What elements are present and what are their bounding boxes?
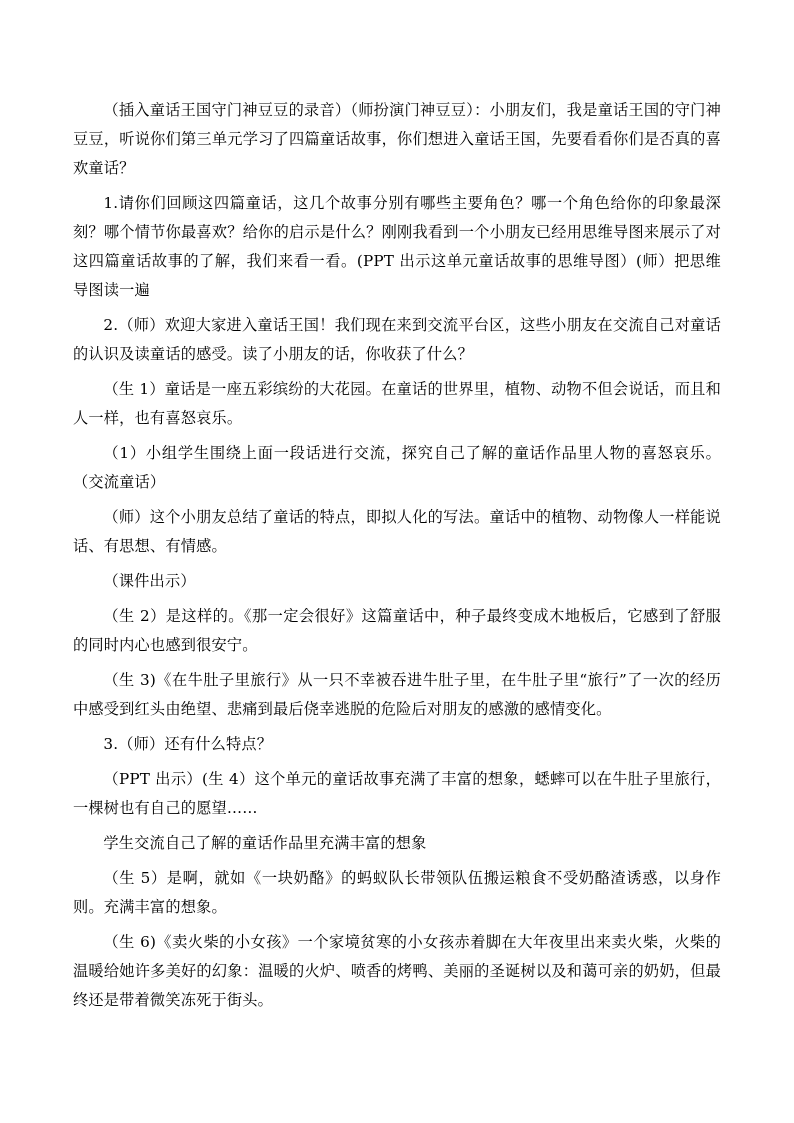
paragraph-question-2: 2.（师）欢迎大家进入童话王国！我们现在来到交流平台区，这些小朋友在交流自己对童话的认识及读童话的感受。读了小朋友的话，你收获了什么？ [73, 316, 721, 363]
paragraph-student-exchange: 学生交流自己了解的童话作品里充满丰富的想象 [103, 834, 427, 852]
paragraph-student-2: （生 2）是这样的。《那一定会很好》这篇童话中，种子最终变成木地板后，它感到了舒服的同时内心也感到很安宁。 [73, 607, 721, 654]
paragraph-student-1: （生 1）童话是一座五彩缤纷的大花园。在童话的世界里，植物、动物不但会说话，而且和人一样，也有喜怒哀乐。 [73, 380, 721, 427]
paragraph-group-discussion: （1）小组学生围绕上面一段话进行交流，探究自己了解的童话作品里人物的喜怒哀乐。（交流童话） [73, 444, 721, 491]
paragraph-courseware: （课件出示） [103, 572, 196, 590]
paragraph-question-3: 3.（师）还有什么特点？ [103, 735, 273, 753]
paragraph-student-3: （生 3)《在牛肚子里旅行》从一只不幸被吞进牛肚子里，在牛肚子里“旅行”了一次的经历中感受到红头由绝望、悲痛到最后侥幸逃脱的危险后对朋友的感激的感情变化。 [73, 671, 721, 718]
paragraph-intro: （插入童话王国守门神豆豆的录音）（师扮演门神豆豆）：小朋友们，我是童话王国的守门神豆豆，听说你们第三单元学习了四篇童话故事，你们想进入童话王国，先要看看你们是否真的喜欢童话？ [73, 101, 721, 177]
paragraph-student-4: （PPT 出示）(生 4）这个单元的童话故事充满了丰富的想象，蟋蟀可以在牛肚子里旅行，一棵树也有自己的愿望…… [73, 770, 721, 817]
paragraph-teacher-summary: （师）这个小朋友总结了童话的特点，即拟人化的写法。童话中的植物、动物像人一样能说话、有思想、有情感。 [73, 508, 721, 555]
paragraph-question-1: 1.请你们回顾这四篇童话，这几个故事分别有哪些主要角色？哪一个角色给你的印象最深刻？哪个情节你最喜欢？给你的启示是什么？刚刚我看到一个小朋友已经用思维导图来展示了对这四篇童话故事的了解，我们来看一看。(PPT 出示这单元童话故事的思维导图）(师）把思维导图读一遍 [73, 194, 721, 299]
paragraph-student-5: （生 5）是啊，就如《一块奶酪》的蚂蚁队长带领队伍搬运粮食不受奶酪渣诱惑，以身作则。充满丰富的想象。 [73, 869, 721, 916]
document-body [73, 96, 721, 1021]
paragraph-student-6: （生 6)《卖火柴的小女孩》一个家境贫寒的小女孩赤着脚在大年夜里出来卖火柴，火柴的温暖给她许多美好的幻象：温暖的火炉、喷香的烤鸭、美丽的圣诞树以及和蔼可亲的奶奶，但最终还是带着微笑冻死于街头。 [73, 933, 721, 1009]
